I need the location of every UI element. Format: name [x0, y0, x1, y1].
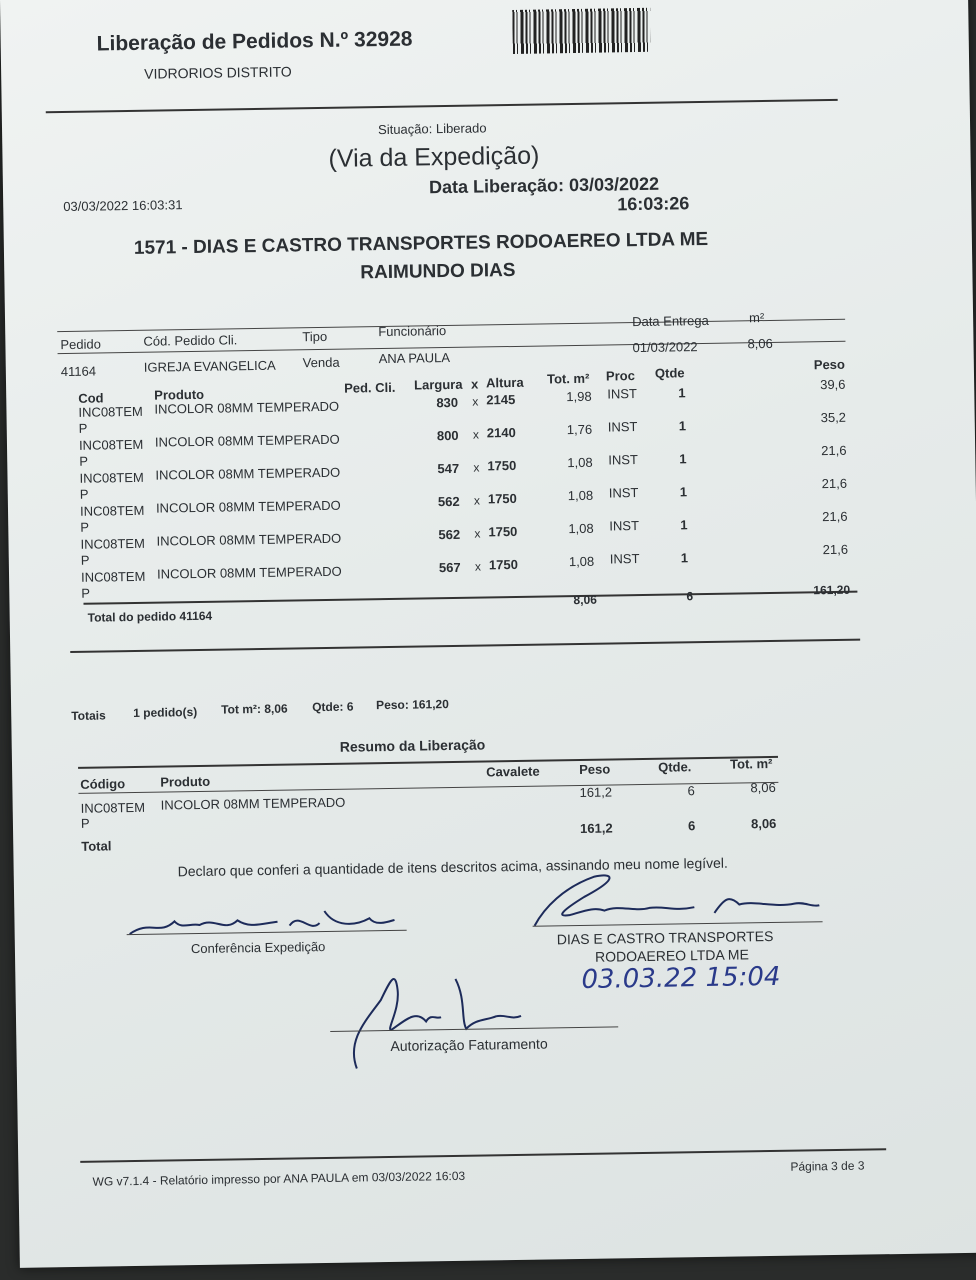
item-produto: INCOLOR 08MM TEMPERADO [155, 464, 341, 483]
item-cod: INC08TEM [78, 403, 143, 420]
item-produto: INCOLOR 08MM TEMPERADO [156, 563, 342, 582]
item-produto: INCOLOR 08MM TEMPERADO [156, 530, 342, 549]
item-produto: INCOLOR 08MM TEMPERADO [154, 398, 340, 417]
item-qtde: 1 [678, 385, 686, 401]
resumo-row-produto: INCOLOR 08MM TEMPERADO [160, 794, 346, 813]
barcode-graphic [512, 8, 651, 54]
print-datetime: 03/03/2022 16:03:31 [63, 197, 183, 215]
pedido-total-m2: 8,06 [573, 592, 597, 608]
item-largura: 562 [437, 493, 460, 510]
item-cod: INC08TEM [80, 535, 145, 552]
item-cod: INC08TEM [78, 436, 144, 453]
via-label: (Via da Expedição) [328, 141, 540, 173]
resumo-row-qtde: 6 [687, 783, 695, 799]
item-proc: INST [608, 452, 639, 468]
item-peso: 35,2 [820, 409, 847, 426]
pedido-funcionario: ANA PAULA [378, 349, 451, 367]
pedido-total-qtde: 6 [686, 589, 694, 604]
release-date: Data Liberação: 03/03/2022 [428, 173, 660, 198]
item-tot-m2: 1,98 [566, 388, 592, 405]
page-title: Liberação de Pedidos N.º 32928 [96, 27, 413, 56]
cliente-assinatura-l2: RODOAEREO LTDA ME [594, 946, 749, 965]
pedido-data-entrega: 01/03/2022 [632, 339, 698, 356]
col-m2: m² [748, 310, 765, 326]
resumo-title: Resumo da Liberação [339, 736, 486, 755]
item-qtde: 1 [679, 451, 687, 467]
item-cod-suffix: P [79, 486, 89, 502]
declaration-text: Declaro que conferi a quantidade de itens descritos acima, assinando meu nome legível. [177, 854, 728, 880]
item-altura: 1750 [488, 523, 518, 540]
item-cod-suffix: P [79, 453, 89, 469]
item-largura: 567 [438, 559, 461, 576]
pedido-tipo: Venda [302, 354, 340, 371]
item-cod: INC08TEM [80, 568, 146, 585]
resumo-total-tot: 8,06 [750, 815, 777, 832]
totais-peso: Peso: 161,20 [376, 697, 449, 713]
item-qtde: 1 [680, 550, 689, 566]
item-peso: 21,6 [822, 541, 849, 558]
conferencia-label: Conferência Expedição [190, 939, 326, 957]
resumo-total-label: Total [81, 838, 112, 854]
divider [80, 1148, 886, 1163]
item-times-sign: x [474, 526, 481, 541]
item-qtde: 1 [679, 484, 688, 500]
item-altura: 1750 [487, 490, 517, 507]
col-largura: Largura [413, 376, 463, 393]
col-proc: Proc [605, 368, 636, 384]
item-cod-suffix: P [78, 420, 88, 436]
client-name: 1571 - DIAS E CASTRO TRANSPORTES RODOAEREO LTDA ME [133, 228, 709, 259]
handwritten-date: 03.03.22 15:04 [581, 961, 781, 995]
signature-conferencia [119, 896, 410, 945]
status-text: Situação: Liberado [377, 120, 487, 138]
item-proc: INST [607, 419, 638, 435]
resumo-row-peso: 161,2 [579, 784, 613, 800]
item-cod-suffix: P [80, 519, 90, 535]
item-proc: INST [609, 518, 640, 534]
divider [70, 639, 860, 653]
item-altura: 2145 [486, 391, 516, 408]
autorizacao-label: Autorização Faturamento [390, 1035, 548, 1054]
col-produto: Produto [154, 386, 205, 403]
item-largura: 800 [436, 427, 459, 444]
cliente-assinatura-l1: DIAS E CASTRO TRANSPORTES [556, 927, 774, 948]
release-time: 16:03:26 [617, 193, 690, 215]
col-qtde: Qtde [654, 365, 685, 381]
item-largura: 562 [438, 526, 461, 543]
resumo-col-qtde: Qtde. [658, 759, 692, 775]
resumo-row-tot: 8,06 [750, 779, 776, 796]
footer-page-number: Página 3 de 3 [790, 1158, 865, 1174]
item-produto: INCOLOR 08MM TEMPERADO [155, 497, 341, 516]
item-cod-suffix: P [81, 585, 91, 601]
item-proc: INST [607, 386, 638, 402]
col-funcionario: Funcionário [378, 323, 447, 340]
item-proc: INST [608, 485, 639, 501]
item-tot-m2: 1,08 [567, 454, 593, 471]
item-peso: 21,6 [821, 475, 848, 492]
item-peso: 21,6 [822, 508, 848, 525]
item-tot-m2: 1,76 [566, 421, 593, 438]
resumo-row-cod: INC08TEM [80, 799, 146, 816]
company-name: VIDRORIOS DISTRITO [144, 63, 292, 82]
signature-autorizacao [335, 957, 557, 1072]
col-cod-pedido-cli: Cód. Pedido Cli. [143, 332, 238, 349]
item-times-sign: x [472, 394, 479, 409]
item-cod-suffix: P [80, 552, 90, 568]
item-cod: INC08TEM [79, 502, 145, 519]
col-data-entrega: Data Entrega [632, 312, 709, 330]
item-peso: 21,6 [821, 442, 847, 459]
footer-report-info: WG v7.1.4 - Relatório impresso por ANA PAULA em 03/03/2022 16:03 [92, 1168, 466, 1189]
item-times-sign: x [473, 460, 480, 475]
resumo-total-qtde: 6 [687, 818, 696, 834]
resumo-col-peso: Peso [579, 761, 611, 777]
col-peso: Peso [813, 356, 846, 373]
resumo-col-codigo: Código [80, 776, 126, 792]
item-tot-m2: 1,08 [567, 487, 594, 504]
item-times-sign: x [474, 559, 482, 574]
item-cod: INC08TEM [79, 469, 144, 486]
col-tot-m2: Tot. m² [546, 370, 590, 387]
item-proc: INST [609, 551, 640, 567]
col-x: x [470, 376, 479, 392]
item-altura: 1750 [487, 457, 517, 474]
item-qtde: 1 [678, 418, 687, 434]
col-cod: Cod [78, 390, 104, 406]
item-produto: INCOLOR 08MM TEMPERADO [154, 431, 340, 450]
pedido-total-peso: 161,20 [813, 582, 851, 598]
item-times-sign: x [473, 493, 481, 508]
item-altura: 1750 [488, 556, 518, 573]
pedido-numero: 41164 [60, 363, 97, 380]
resumo-col-produto: Produto [160, 773, 211, 790]
client-contact: RAIMUNDO DIAS [360, 259, 516, 284]
totais-pedidos: 1 pedido(s) [133, 704, 198, 720]
resumo-total-peso: 161,2 [579, 820, 613, 836]
col-tipo: Tipo [302, 328, 328, 345]
resumo-col-tot: Tot. m² [729, 755, 773, 772]
item-qtde: 1 [680, 517, 688, 533]
totais-m2: Tot m²: 8,06 [221, 701, 288, 717]
pedido-cliente: IGREJA EVANGELICA [143, 357, 276, 375]
pedido-m2: 8,06 [747, 335, 773, 352]
totais-label: Totais [71, 708, 106, 723]
col-ped-cli: Ped. Cli. [344, 379, 396, 396]
divider [57, 319, 845, 332]
item-altura: 2140 [486, 424, 516, 441]
pedido-total-label: Total do pedido 41164 [87, 608, 213, 625]
item-times-sign: x [472, 427, 479, 442]
divider [83, 591, 857, 608]
item-largura: 547 [437, 460, 460, 477]
item-tot-m2: 1,08 [568, 520, 594, 537]
col-pedido: Pedido [60, 336, 102, 353]
divider [46, 99, 838, 113]
resumo-col-cavalete: Cavalete [486, 763, 540, 780]
item-largura: 830 [436, 394, 459, 411]
col-altura: Altura [485, 374, 524, 391]
item-tot-m2: 1,08 [568, 553, 595, 570]
totais-qtde: Qtde: 6 [312, 699, 354, 715]
resumo-row-cod-suffix: P [80, 815, 90, 831]
item-peso: 39,6 [820, 376, 846, 393]
